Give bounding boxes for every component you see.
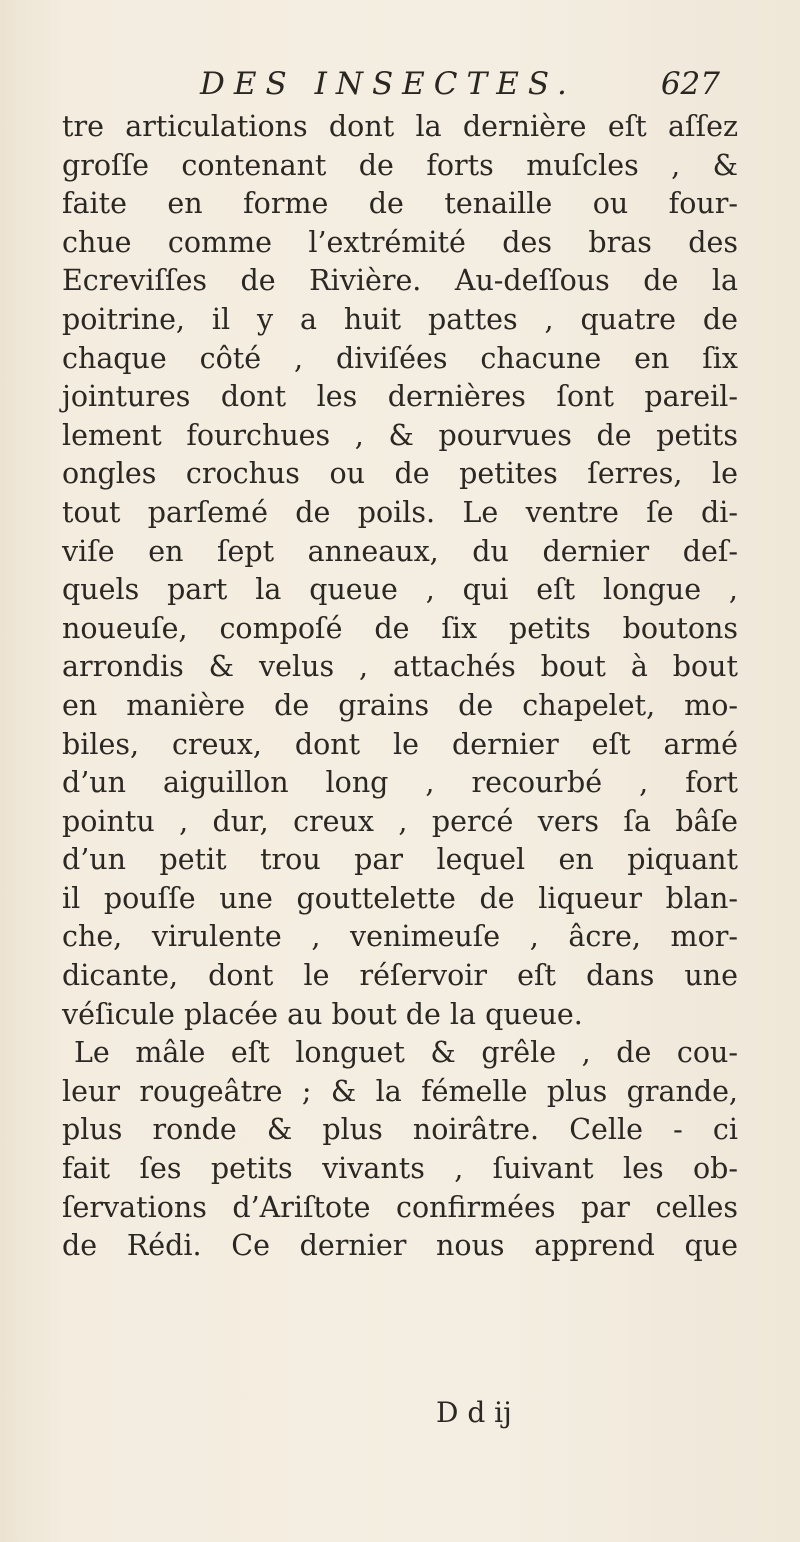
text-line: arrondis & velus , attachés bout à bout bbox=[62, 650, 738, 684]
text-line: dicante, dont le réſervoir eſt dans une bbox=[62, 959, 738, 993]
text-line: d’un aiguillon long , recourbé , fort bbox=[62, 766, 738, 800]
text-line: ongles crochus ou de petites ſerres, le bbox=[62, 457, 738, 491]
text-line: en manière de grains de chapelet, mo- bbox=[62, 688, 738, 722]
text-line: pointu , dur, creux , percé vers ſa bâſe bbox=[62, 804, 738, 838]
text-line: de Rédi. Ce dernier nous apprend que bbox=[62, 1229, 738, 1263]
text-line: che, virulente , venimeuſe , âcre, mor- bbox=[62, 920, 738, 954]
text-line: tout parſemé de poils. Le ventre ſe di- bbox=[62, 495, 738, 529]
text-line: noueuſe, compoſé de ſix petits boutons bbox=[62, 611, 738, 645]
text-line: Ecreviſſes de Rivière. Au-deſſous de la bbox=[62, 264, 738, 298]
text-line: viſe en ſept anneaux, du dernier deſ- bbox=[62, 534, 738, 568]
text-line: faite en forme de tenaille ou four- bbox=[62, 187, 738, 221]
text-line: Le mâle eſt longuet & grêle , de cou- bbox=[74, 1036, 738, 1070]
text-line: quels part la queue , qui eſt longue , bbox=[62, 573, 738, 607]
text-line: ſervations d’Ariſtote confirmées par celles bbox=[62, 1190, 738, 1224]
text-line: d’un petit trou par lequel en piquant bbox=[62, 843, 738, 877]
text-line: biles, creux, dont le dernier eſt armé bbox=[62, 727, 738, 761]
body-text bbox=[62, 108, 738, 1266]
text-line: jointures dont les dernières ſont pareil- bbox=[62, 380, 738, 414]
text-line: leur rougeâtre ; & la fémelle plus grande, bbox=[62, 1074, 738, 1108]
text-line: lement fourchues , & pourvues de petits bbox=[62, 418, 738, 452]
text-line: il pouſſe une gouttelette de liqueur blan- bbox=[62, 881, 738, 915]
text-line: groſſe contenant de forts muſcles , & bbox=[62, 148, 738, 182]
text-line: chaque côté , diviſées chacune en ſix bbox=[62, 341, 738, 375]
text-line: plus ronde & plus noirâtre. Celle - ci bbox=[62, 1113, 738, 1147]
text-line: chue comme l’extrémité des bras des bbox=[62, 225, 738, 259]
text-line: poitrine, il y a huit pattes , quatre de bbox=[62, 302, 738, 336]
text-line: véſicule placée au bout de la queue. bbox=[62, 997, 583, 1031]
running-title: DES INSECTES. bbox=[200, 66, 576, 102]
text-line: tre articulations dont la dernière eſt aſſez bbox=[62, 110, 738, 143]
text-line: fait ſes petits vivants , ſuivant les ob- bbox=[62, 1152, 738, 1186]
signature-mark: D d ij bbox=[436, 1396, 512, 1429]
page-number: 627 bbox=[660, 66, 720, 102]
